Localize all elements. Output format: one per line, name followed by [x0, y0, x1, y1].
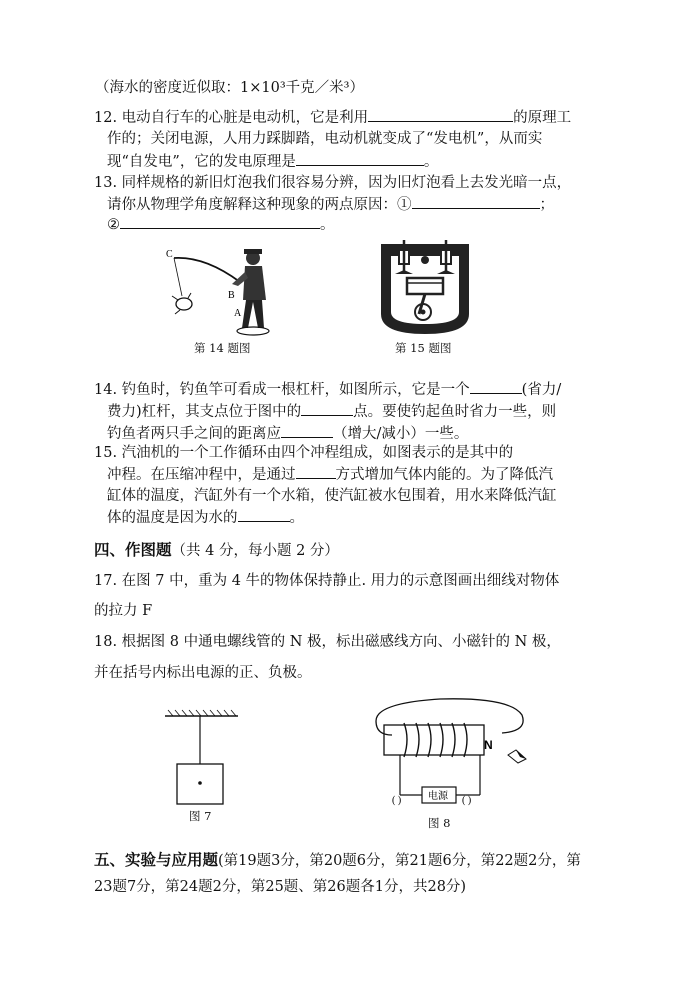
- q13-text-3a: ②: [107, 217, 120, 233]
- left-terminal-paren[interactable]: ( ): [392, 795, 402, 806]
- label-b: B: [228, 290, 235, 301]
- section4-note: （共 4 分，每小题 2 分）: [171, 543, 339, 559]
- right-terminal-paren[interactable]: ( ): [462, 795, 472, 806]
- fig7-caption: 图 7: [189, 809, 212, 823]
- q13-line2: [107, 194, 554, 216]
- q14-blank-3[interactable]: [281, 423, 333, 438]
- q14-blank-2[interactable]: [301, 401, 353, 416]
- section5-title: 五、实验与应用题: [94, 850, 219, 869]
- q14-text-1a: 14. 钓鱼时，钓鱼竿可看成一根杠杆，如图所示，它是一个: [94, 382, 470, 398]
- q14-text-3b: （增大/减小）一些。: [333, 426, 469, 442]
- section5-note-2: 23题7分，第24题2分，第25题、第26题各1分，共28分): [94, 879, 467, 895]
- q13-blank-2[interactable]: [120, 214, 320, 229]
- q14-text-1b: (省力/: [521, 382, 562, 398]
- q13-line3: [107, 214, 335, 236]
- compass-needle-icon: [508, 750, 526, 763]
- engine-figure: [377, 238, 473, 338]
- q15-line3: 缸体的温度，汽缸外有一个水箱，使汽缸被水包围着，用水来降低汽缸: [107, 488, 557, 504]
- q15-text-2a: 冲程。在压缩冲程中，是通过: [107, 467, 296, 483]
- n-pole-label: N: [484, 738, 493, 752]
- q15-line4: [107, 507, 304, 529]
- solenoid-coils: [404, 723, 467, 757]
- q13-line1: 13. 同样规格的新旧灯泡我们很容易分辨，因为旧灯泡看上去发光暗一点，: [94, 175, 572, 191]
- intro-line: （海水的密度近似取：1×10³千克／米³）: [95, 80, 364, 96]
- fishing-line: [174, 258, 182, 296]
- power-source-label: 电源: [428, 791, 448, 802]
- q13-text-2a: 请你从物理学角度解释这种现象的两点原因：①: [107, 197, 412, 213]
- fig8-caption: 图 8: [428, 816, 451, 830]
- q14-text-2b: 点。要使钓起鱼时省力一些，则: [353, 404, 557, 420]
- fisherman-body: [243, 266, 266, 300]
- field-line: [376, 699, 523, 735]
- q14-line2: [107, 401, 556, 423]
- q13-text-2b: ；: [539, 197, 554, 213]
- q15-text-4b: 。: [289, 510, 304, 526]
- section4-title: 四、作图题: [94, 540, 172, 559]
- q13-text-3b: 。: [320, 217, 335, 233]
- q17-line1: 17. 在图 7 中，重为 4 牛的物体保持静止. 用力的示意图画出细线对物体: [94, 573, 560, 589]
- q15-blank-1[interactable]: [296, 464, 336, 479]
- label-c: C: [166, 249, 173, 260]
- fish-icon: [176, 298, 192, 310]
- q12-blank-2[interactable]: [296, 151, 424, 166]
- q12-text-1a: 12. 电动自行车的心脏是电动机，它是利用: [94, 110, 369, 126]
- section5-heading: [94, 848, 581, 870]
- fig14-caption: 第 14 题图: [194, 341, 251, 355]
- q13-blank-1[interactable]: [412, 194, 540, 209]
- q15-text-4a: 体的温度是因为水的: [107, 510, 238, 526]
- figure-7: [160, 708, 242, 818]
- q17-line2: 的拉力 F: [94, 603, 153, 619]
- fishing-figure: [160, 240, 290, 340]
- q15-line2: [107, 464, 553, 486]
- q18-line2: 并在括号内标出电源的正、负极。: [94, 665, 312, 681]
- q12-text-3a: 现“自发电”，它的发电原理是: [107, 154, 296, 170]
- q14-text-3a: 钓鱼者两只手之间的距离应: [107, 426, 281, 442]
- fishing-rod: [174, 258, 240, 282]
- q15-line1: 15. 汽油机的一个工作循环由四个冲程组成，如图表示的是其中的: [94, 445, 514, 461]
- q12-line1: [94, 107, 571, 129]
- q12-text-3b: 。: [423, 154, 439, 170]
- q14-text-2a: 费力)杠杆，其支点位于图中的: [107, 404, 302, 420]
- q14-blank-1[interactable]: [470, 379, 522, 394]
- fig15-caption: 第 15 题图: [395, 341, 452, 355]
- figure-8: [370, 695, 530, 815]
- q15-blank-2[interactable]: [238, 507, 290, 522]
- section5-note-1: (第19题3分，第20题6分，第21题6分，第22题2分，第: [218, 853, 581, 869]
- q14-line1: [94, 379, 561, 401]
- solenoid-core: [384, 725, 484, 755]
- q12-text-1b: 的原理工: [513, 110, 572, 126]
- section4-heading: [94, 538, 339, 560]
- q15-text-2b: 方式增加气体内能的。为了降低汽: [335, 467, 553, 483]
- label-a: A: [234, 308, 242, 319]
- piston: [407, 278, 443, 294]
- q14-line3: [107, 423, 468, 445]
- q12-line2: 作的；关闭电源，人用力踩脚踏，电动机就变成了“发电机”，从而实: [107, 131, 543, 147]
- center-point: [198, 781, 202, 785]
- q12-line3: [107, 151, 438, 173]
- q12-blank-1[interactable]: [368, 107, 513, 122]
- q18-line1: 18. 根据图 8 中通电螺线管的 N 极，标出磁感线方向、小磁针的 N 极，: [94, 634, 561, 650]
